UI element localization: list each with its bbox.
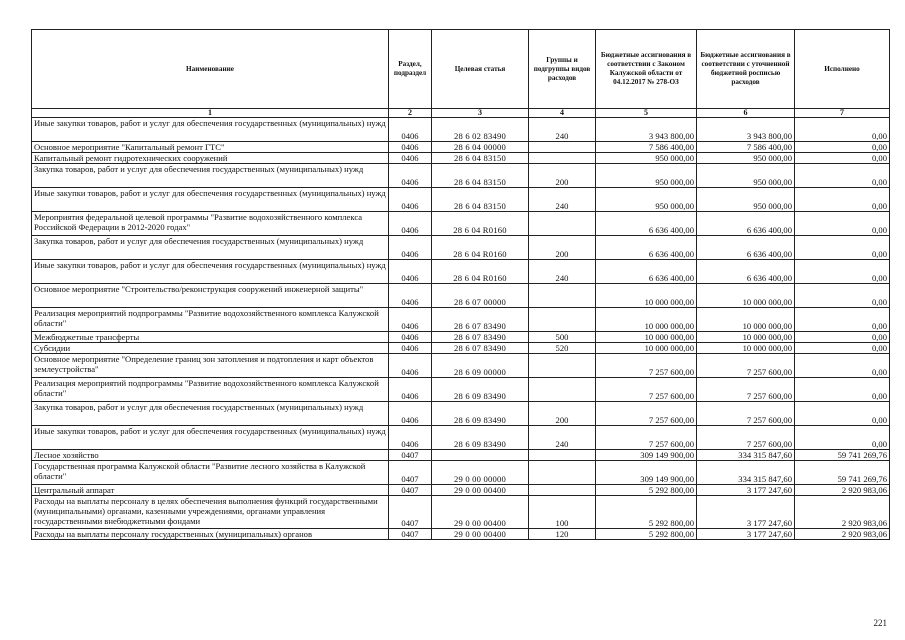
header-row	[32, 30, 890, 109]
column-number-row	[32, 109, 890, 118]
row-group: 100	[529, 496, 596, 529]
row-target: 28 6 07 83490	[432, 308, 529, 332]
row-refined-amount: 3 177 247,60	[697, 485, 795, 496]
column-number: 7	[795, 109, 890, 118]
row-executed-amount: 0,00	[795, 343, 890, 354]
row-law-amount: 10 000 000,00	[596, 332, 697, 343]
row-group: 200	[529, 402, 596, 426]
row-law-amount: 3 943 800,00	[596, 118, 697, 142]
row-target: 28 6 02 83490	[432, 118, 529, 142]
header-executed: Исполнено	[795, 30, 890, 109]
row-refined-amount: 7 257 600,00	[697, 378, 795, 402]
column-number: 2	[389, 109, 432, 118]
row-target: 28 6 04 R0160	[432, 212, 529, 236]
row-law-amount: 7 257 600,00	[596, 378, 697, 402]
row-target: 29 0 00 00000	[432, 461, 529, 485]
row-law-amount: 7 257 600,00	[596, 354, 697, 378]
row-target: 28 6 04 83150	[432, 164, 529, 188]
row-section: 0406	[389, 378, 432, 402]
row-group: 500	[529, 332, 596, 343]
row-section: 0406	[389, 212, 432, 236]
row-name: Мероприятия федеральной целевой программы "Развитие водохозяйственного комплекса Российской Федерации в 2012-2020 годах"	[32, 212, 389, 236]
row-executed-amount: 0,00	[795, 188, 890, 212]
row-name: Закупка товаров, работ и услуг для обеспечения государственных (муниципальных) нужд	[32, 164, 389, 188]
row-section: 0407	[389, 485, 432, 496]
header-target: Целевая статья	[432, 30, 529, 109]
row-group: 520	[529, 343, 596, 354]
row-group	[529, 378, 596, 402]
row-refined-amount: 10 000 000,00	[697, 284, 795, 308]
row-section: 0407	[389, 450, 432, 461]
row-section: 0406	[389, 188, 432, 212]
row-law-amount: 10 000 000,00	[596, 308, 697, 332]
row-group	[529, 461, 596, 485]
row-executed-amount: 0,00	[795, 354, 890, 378]
row-executed-amount: 0,00	[795, 153, 890, 164]
header-refined: Бюджетные ассигнования в соответствии с уточненной бюджетной росписью расходов	[697, 30, 795, 109]
row-target: 28 6 09 83490	[432, 426, 529, 450]
row-refined-amount: 10 000 000,00	[697, 343, 795, 354]
row-group	[529, 153, 596, 164]
row-law-amount: 7 257 600,00	[596, 402, 697, 426]
row-section: 0406	[389, 153, 432, 164]
row-section: 0406	[389, 308, 432, 332]
table-row	[32, 260, 890, 284]
column-number: 4	[529, 109, 596, 118]
row-target: 28 6 04 83150	[432, 188, 529, 212]
column-number: 3	[432, 109, 529, 118]
page-number: 221	[873, 618, 887, 628]
table-row	[32, 426, 890, 450]
row-name: Межбюджетные трансферты	[32, 332, 389, 343]
row-law-amount: 10 000 000,00	[596, 284, 697, 308]
row-executed-amount: 0,00	[795, 332, 890, 343]
row-group	[529, 450, 596, 461]
row-law-amount: 6 636 400,00	[596, 212, 697, 236]
header-name: Наименование	[32, 30, 389, 109]
row-name: Капитальный ремонт гидротехнических сооружений	[32, 153, 389, 164]
row-refined-amount: 334 315 847,60	[697, 450, 795, 461]
row-group	[529, 284, 596, 308]
row-refined-amount: 950 000,00	[697, 188, 795, 212]
row-name: Иные закупки товаров, работ и услуг для обеспечения государственных (муниципальных) нужд	[32, 260, 389, 284]
row-group: 240	[529, 260, 596, 284]
row-group	[529, 485, 596, 496]
table-row	[32, 332, 890, 343]
table-row	[32, 402, 890, 426]
row-group: 120	[529, 529, 596, 540]
row-section: 0406	[389, 402, 432, 426]
row-name: Реализация мероприятий подпрограммы "Развитие водохозяйственного комплекса Калужской области"	[32, 308, 389, 332]
row-law-amount: 950 000,00	[596, 188, 697, 212]
table-row	[32, 496, 890, 529]
row-law-amount: 950 000,00	[596, 153, 697, 164]
row-refined-amount: 950 000,00	[697, 153, 795, 164]
row-target: 28 6 07 83490	[432, 332, 529, 343]
row-group: 200	[529, 164, 596, 188]
row-group: 200	[529, 236, 596, 260]
table-row	[32, 236, 890, 260]
row-executed-amount: 0,00	[795, 402, 890, 426]
row-law-amount: 7 586 400,00	[596, 142, 697, 153]
table-row	[32, 118, 890, 142]
row-law-amount: 5 292 800,00	[596, 485, 697, 496]
column-number: 6	[697, 109, 795, 118]
row-name: Реализация мероприятий подпрограммы "Развитие водохозяйственного комплекса Калужской области"	[32, 378, 389, 402]
row-law-amount: 5 292 800,00	[596, 496, 697, 529]
row-refined-amount: 6 636 400,00	[697, 236, 795, 260]
column-number: 5	[596, 109, 697, 118]
table-row	[32, 354, 890, 378]
table-row	[32, 485, 890, 496]
row-target: 28 6 09 00000	[432, 354, 529, 378]
row-refined-amount: 7 586 400,00	[697, 142, 795, 153]
row-law-amount: 309 149 900,00	[596, 450, 697, 461]
row-executed-amount: 0,00	[795, 378, 890, 402]
table-row	[32, 308, 890, 332]
row-name: Закупка товаров, работ и услуг для обеспечения государственных (муниципальных) нужд	[32, 402, 389, 426]
table-row	[32, 378, 890, 402]
row-section: 0406	[389, 332, 432, 343]
row-group	[529, 308, 596, 332]
row-refined-amount: 7 257 600,00	[697, 354, 795, 378]
row-section: 0406	[389, 354, 432, 378]
row-name: Лесное хозяйство	[32, 450, 389, 461]
header-groups: Группы и подгруппы видов расходов	[529, 30, 596, 109]
column-number: 1	[32, 109, 389, 118]
row-executed-amount: 59 741 269,76	[795, 461, 890, 485]
row-target: 28 6 09 83490	[432, 402, 529, 426]
row-name: Основное мероприятие "Строительство/реконструкция сооружений инженерной защиты"	[32, 284, 389, 308]
row-refined-amount: 334 315 847,60	[697, 461, 795, 485]
row-section: 0406	[389, 236, 432, 260]
row-executed-amount: 0,00	[795, 284, 890, 308]
table-row	[32, 461, 890, 485]
table-row	[32, 343, 890, 354]
row-section: 0407	[389, 496, 432, 529]
row-section: 0406	[389, 142, 432, 153]
row-refined-amount: 3 943 800,00	[697, 118, 795, 142]
row-section: 0407	[389, 529, 432, 540]
row-target: 28 6 04 R0160	[432, 236, 529, 260]
table-row	[32, 142, 890, 153]
row-section: 0407	[389, 461, 432, 485]
row-executed-amount: 0,00	[795, 164, 890, 188]
row-group	[529, 354, 596, 378]
row-target: 28 6 07 00000	[432, 284, 529, 308]
row-section: 0406	[389, 260, 432, 284]
header-section: Раздел, подраздел	[389, 30, 432, 109]
row-name: Иные закупки товаров, работ и услуг для обеспечения государственных (муниципальных) нужд	[32, 118, 389, 142]
budget-table	[31, 29, 890, 540]
row-refined-amount: 10 000 000,00	[697, 308, 795, 332]
row-law-amount: 5 292 800,00	[596, 529, 697, 540]
row-law-amount: 6 636 400,00	[596, 236, 697, 260]
row-law-amount: 6 636 400,00	[596, 260, 697, 284]
row-executed-amount: 2 920 983,06	[795, 496, 890, 529]
row-section: 0406	[389, 426, 432, 450]
row-name: Центральный аппарат	[32, 485, 389, 496]
row-name: Основное мероприятие "Определение границ зон затопления и подтопления и карт объектов землеустройства"	[32, 354, 389, 378]
row-executed-amount: 0,00	[795, 308, 890, 332]
row-refined-amount: 7 257 600,00	[697, 402, 795, 426]
table-row	[32, 153, 890, 164]
row-name: Государственная программа Калужской области "Развитие лесного хозяйства в Калужской области"	[32, 461, 389, 485]
row-refined-amount: 3 177 247,60	[697, 496, 795, 529]
row-section: 0406	[389, 118, 432, 142]
table-row	[32, 188, 890, 212]
row-group: 240	[529, 118, 596, 142]
row-executed-amount: 0,00	[795, 118, 890, 142]
table-body	[32, 118, 890, 540]
row-target: 29 0 00 00400	[432, 529, 529, 540]
row-name: Субсидии	[32, 343, 389, 354]
row-law-amount: 10 000 000,00	[596, 343, 697, 354]
row-group	[529, 142, 596, 153]
row-executed-amount: 0,00	[795, 426, 890, 450]
row-section: 0406	[389, 343, 432, 354]
row-executed-amount: 0,00	[795, 236, 890, 260]
row-name: Расходы на выплаты персоналу в целях обеспечения выполнения функций государственными (муниципальными) органами, казенными учреждениями, органами управления государственными внебюджетными фондами	[32, 496, 389, 529]
row-executed-amount: 0,00	[795, 142, 890, 153]
row-target: 28 6 04 R0160	[432, 260, 529, 284]
table-row	[32, 164, 890, 188]
row-target: 28 6 07 83490	[432, 343, 529, 354]
row-target: 29 0 00 00400	[432, 485, 529, 496]
row-name: Расходы на выплаты персоналу государственных (муниципальных) органов	[32, 529, 389, 540]
row-executed-amount: 0,00	[795, 212, 890, 236]
row-section: 0406	[389, 284, 432, 308]
row-group: 240	[529, 426, 596, 450]
row-law-amount: 7 257 600,00	[596, 426, 697, 450]
row-name: Закупка товаров, работ и услуг для обеспечения государственных (муниципальных) нужд	[32, 236, 389, 260]
row-name: Иные закупки товаров, работ и услуг для обеспечения государственных (муниципальных) нужд	[32, 188, 389, 212]
row-refined-amount: 950 000,00	[697, 164, 795, 188]
row-section: 0406	[389, 164, 432, 188]
row-executed-amount: 2 920 983,06	[795, 529, 890, 540]
row-refined-amount: 6 636 400,00	[697, 212, 795, 236]
row-executed-amount: 59 741 269,76	[795, 450, 890, 461]
row-refined-amount: 10 000 000,00	[697, 332, 795, 343]
row-executed-amount: 0,00	[795, 260, 890, 284]
row-target: 29 0 00 00400	[432, 496, 529, 529]
row-name: Иные закупки товаров, работ и услуг для обеспечения государственных (муниципальных) нужд	[32, 426, 389, 450]
row-target: 28 6 09 83490	[432, 378, 529, 402]
header-law: Бюджетные ассигнования в соответствии с Законом Калужской области от 04.12.2017 № 278-ОЗ	[596, 30, 697, 109]
row-law-amount: 950 000,00	[596, 164, 697, 188]
row-executed-amount: 2 920 983,06	[795, 485, 890, 496]
row-group	[529, 212, 596, 236]
row-name: Основное мероприятие "Капитальный ремонт ГТС"	[32, 142, 389, 153]
table-row	[32, 450, 890, 461]
row-refined-amount: 3 177 247,60	[697, 529, 795, 540]
table-row	[32, 284, 890, 308]
row-law-amount: 309 149 900,00	[596, 461, 697, 485]
table-row	[32, 529, 890, 540]
row-refined-amount: 7 257 600,00	[697, 426, 795, 450]
table-row	[32, 212, 890, 236]
row-group: 240	[529, 188, 596, 212]
row-target	[432, 450, 529, 461]
row-target: 28 6 04 83150	[432, 153, 529, 164]
row-refined-amount: 6 636 400,00	[697, 260, 795, 284]
row-target: 28 6 04 00000	[432, 142, 529, 153]
